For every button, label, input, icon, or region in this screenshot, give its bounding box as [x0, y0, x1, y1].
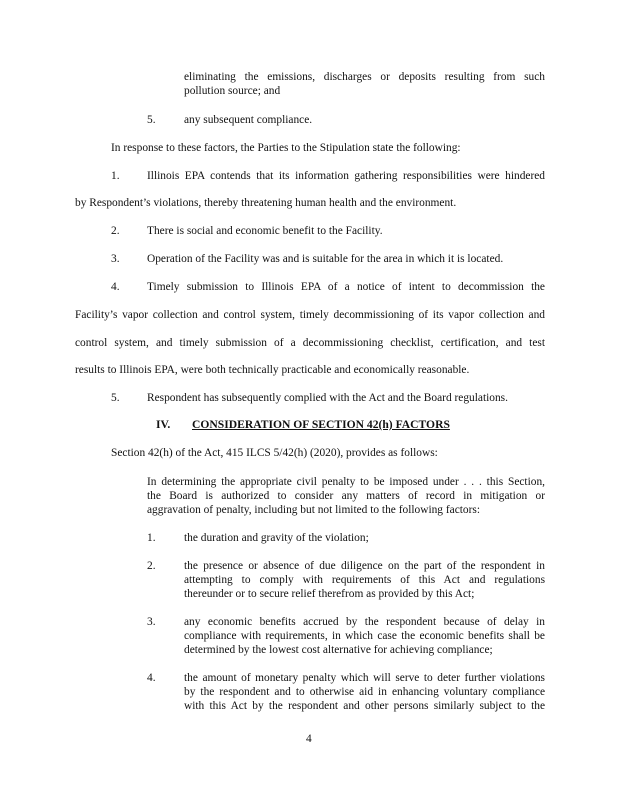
paragraph-number-5: 5. [111, 392, 120, 404]
factor-4-line-1: the amount of monetary penalty which will serve to deter further violations [184, 672, 545, 684]
factor-1-line-1: the duration and gravity of the violation; [184, 532, 369, 544]
factor-3-line-2: compliance with requirements, in which case the economic benefits shall be [184, 630, 545, 642]
paragraph-4-line-3: control system, and timely submission of a decommissioning checklist, certification, and test [75, 337, 545, 349]
stipulation-intro: In response to these factors, the Parties to the Stipulation state the following: [111, 142, 461, 154]
quote-line-3: aggravation of penalty, including but not limited to the following factors: [147, 504, 480, 516]
quote-line-1: In determining the appropriate civil penalty to be imposed under . . . this Section, [147, 476, 545, 488]
paragraph-2-text: There is social and economic benefit to the Facility. [147, 225, 383, 237]
paragraph-number-2: 2. [111, 225, 120, 237]
factor-2-line-1: the presence or absence of due diligence on the part of the respondent in [184, 560, 545, 572]
factor-4-line-2: by the respondent and to otherwise aid in enhancing voluntary compliance [184, 686, 545, 698]
list-continuation-line-2: pollution source; and [184, 85, 281, 97]
paragraph-4-line-4: results to Illinois EPA, were both technically practicable and economically reasonable. [75, 364, 470, 376]
list-item-text-5: any subsequent compliance. [184, 114, 313, 126]
factor-4-line-3: with this Act by the respondent and other persons similarly subject to the [184, 700, 545, 712]
paragraph-5-text: Respondent has subsequently complied with the Act and the Board regulations. [147, 392, 508, 404]
paragraph-1-line-1: Illinois EPA contends that its information gathering responsibilities were hindered [147, 170, 545, 182]
paragraph-4-line-1: Timely submission to Illinois EPA of a notice of intent to decommission the [147, 281, 545, 293]
quote-line-2: the Board is authorized to consider any matters of record in mitigation or [147, 490, 545, 502]
paragraph-1-line-2: by Respondent’s violations, thereby threatening human health and the environment. [75, 197, 457, 209]
list-item-number-5: 5. [147, 114, 156, 126]
section-number: IV. [156, 418, 171, 431]
page-number: 4 [306, 733, 312, 745]
factor-2-line-2: attempting to comply with requirements of this Act and regulations [184, 574, 545, 586]
factor-number-1: 1. [147, 532, 156, 544]
factor-2-line-3: thereunder or to secure relief therefrom as provided by this Act; [184, 588, 475, 600]
list-continuation-line-1: eliminating the emissions, discharges or deposits resulting from such [184, 71, 545, 83]
paragraph-number-3: 3. [111, 253, 120, 265]
factor-3-line-3: determined by the lowest cost alternative for achieving compliance; [184, 644, 493, 656]
section-title: CONSIDERATION OF SECTION 42(h) FACTORS [192, 418, 450, 431]
paragraph-4-line-2: Facility’s vapor collection and control system, timely decommissioning of its vapor collection and [75, 309, 545, 321]
paragraph-number-1: 1. [111, 170, 120, 182]
paragraph-3-text: Operation of the Facility was and is suitable for the area in which it is located. [147, 253, 504, 265]
factor-number-4: 4. [147, 672, 156, 684]
paragraph-number-4: 4. [111, 281, 120, 293]
section-intro: Section 42(h) of the Act, 415 ILCS 5/42(h) (2020), provides as follows: [111, 447, 438, 459]
factor-3-line-1: any economic benefits accrued by the respondent because of delay in [184, 616, 545, 628]
factor-number-2: 2. [147, 560, 156, 572]
factor-number-3: 3. [147, 616, 156, 628]
